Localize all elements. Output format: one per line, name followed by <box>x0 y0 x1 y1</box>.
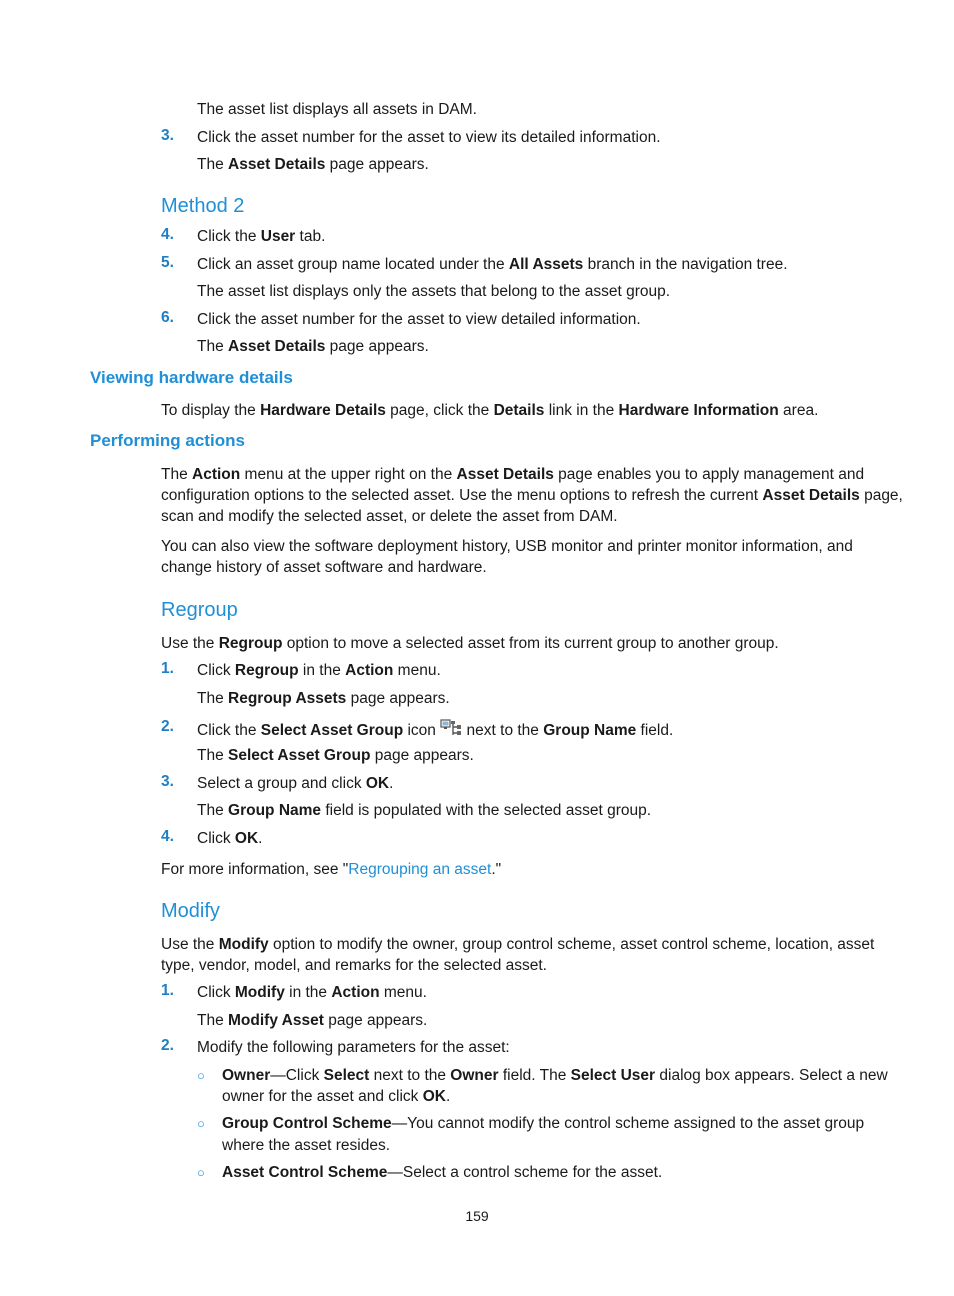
step-number: 1. <box>161 982 174 999</box>
regrouping-an-asset-link[interactable]: Regrouping an asset <box>348 861 492 878</box>
step-number: 2. <box>161 1037 174 1054</box>
asset-list-all-text: The asset list displays all assets in DAM. <box>197 101 477 118</box>
viewing-hardware-paragraph: To display the Hardware Details page, click the Details link in the Hardware Information area. <box>161 402 819 419</box>
step-number: 6. <box>161 309 174 326</box>
asset-control-bullet-line: Asset Control Scheme—Select a control scheme for the asset. <box>222 1164 663 1181</box>
modify-heading: Modify <box>161 900 220 922</box>
regroup-heading: Regroup <box>161 599 238 621</box>
method-2-heading: Method 2 <box>161 195 245 217</box>
modify-paragraph-line: Use the Modify option to modify the owner, group control scheme, asset control scheme, location, asset <box>161 936 875 953</box>
performing-actions-heading: Performing actions <box>90 431 245 450</box>
step-text: Select a group and click OK. <box>197 775 394 792</box>
select-asset-group-icon[interactable] <box>440 718 462 736</box>
step-number: 1. <box>161 660 174 677</box>
step-number: 3. <box>161 773 174 790</box>
step-text: Click Modify in the Action menu. <box>197 984 427 1001</box>
step-result: The Group Name field is populated with the selected asset group. <box>197 802 652 819</box>
step-result: The asset list displays only the assets that belong to the asset group. <box>197 283 671 300</box>
bullet-icon: ○ <box>197 1068 205 1083</box>
performing-paragraph-line: configuration options to the selected asset. Use the menu options to refresh the current Asset Details page, <box>161 487 903 504</box>
group-control-bullet-line: where the asset resides. <box>222 1137 391 1154</box>
regroup-paragraph: Use the Regroup option to move a selected asset from its current group to another group. <box>161 635 779 652</box>
step-text: Click the User tab. <box>197 228 326 245</box>
step-text: Modify the following parameters for the asset: <box>197 1039 510 1056</box>
owner-bullet-line: owner for the asset and click OK. <box>222 1088 451 1105</box>
step-result: The Modify Asset page appears. <box>197 1012 428 1029</box>
step-number: 3. <box>161 127 174 144</box>
viewing-hardware-heading: Viewing hardware details <box>90 368 293 387</box>
bullet-icon: ○ <box>197 1165 205 1180</box>
performing-paragraph-line: The Action menu at the upper right on the Asset Details page enables you to apply management and <box>161 466 865 483</box>
bullet-icon: ○ <box>197 1116 205 1131</box>
step-text: Click the Select Asset Group icon next to the Group Name field. <box>197 718 673 741</box>
performing-paragraph-2-line: You can also view the software deployment history, USB monitor and printer monitor information, and <box>161 538 853 555</box>
step-number: 4. <box>161 226 174 243</box>
step-result: The Asset Details page appears. <box>197 156 429 173</box>
step-result: The Asset Details page appears. <box>197 338 429 355</box>
step-number: 5. <box>161 254 174 271</box>
step-text: Click Regroup in the Action menu. <box>197 662 441 679</box>
step-number: 2. <box>161 718 174 735</box>
step-result: The Regroup Assets page appears. <box>197 690 450 707</box>
modify-paragraph-line: type, vendor, model, and remarks for the selected asset. <box>161 957 547 974</box>
performing-paragraph-2-line: change history of asset software and hardware. <box>161 559 487 576</box>
page-number: 159 <box>465 1208 489 1224</box>
step-text: Click OK. <box>197 830 263 847</box>
step-result: The Select Asset Group page appears. <box>197 747 474 764</box>
step-number: 4. <box>161 828 174 845</box>
step-text: Click the asset number for the asset to view its detailed information. <box>197 129 661 146</box>
step-text: Click the asset number for the asset to view detailed information. <box>197 311 641 328</box>
performing-paragraph-line: scan and modify the selected asset, or delete the asset from DAM. <box>161 508 618 525</box>
group-control-bullet-line: Group Control Scheme—You cannot modify the control scheme assigned to the asset group <box>222 1115 865 1132</box>
step-text: Click an asset group name located under the All Assets branch in the navigation tree. <box>197 256 788 273</box>
owner-bullet-line: Owner—Click Select next to the Owner field. The Select User dialog box appears. Select a new <box>222 1067 888 1084</box>
more-info-paragraph: For more information, see "Regrouping an asset." <box>161 861 502 878</box>
